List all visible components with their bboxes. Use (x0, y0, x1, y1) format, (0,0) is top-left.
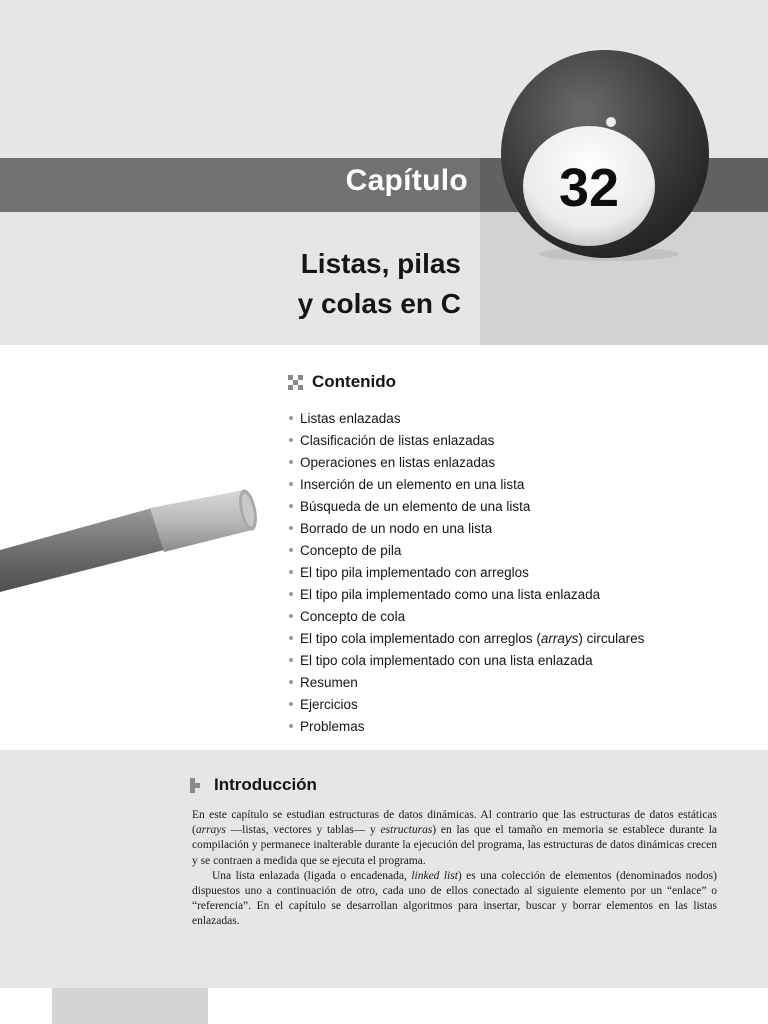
contents-item: Listas enlazadas (288, 408, 644, 430)
chapter-title-line-2: y colas en C (297, 288, 461, 319)
contents-item: El tipo cola implementado con una lista enlazada (288, 650, 644, 672)
contents-item (288, 628, 644, 650)
intro-italic-term: estructuras (380, 824, 433, 837)
intro-text-run: En este capítulo se estudian estructuras de datos dinámicas. Al contrario que las estructuras de datos estáticas ( (192, 809, 717, 837)
contents-item: Inserción de un elemento en una lista (288, 474, 644, 496)
section-marker-icon (190, 778, 205, 793)
contents-item: Concepto de cola (288, 606, 644, 628)
intro-text-run: ) es una colección de elementos (denominados nodos) dispuestos uno a continuación de otro, cada uno de ellos conectado al siguiente elemento por un “enlace” o “referencia”. En el capítulo se desarrollan algoritmos para insertar, buscar y borrar elementos en las listas enlazadas. (192, 869, 717, 928)
contents-item: El tipo pila implementado como una lista enlazada (288, 584, 644, 606)
intro-paragraph-1 (192, 808, 717, 869)
footer-tab (52, 988, 208, 1024)
intro-heading-text: Introducción (214, 775, 317, 794)
contents-item-italic: arrays (540, 631, 579, 646)
contents-item: Borrado de un nodo en una lista (288, 518, 644, 540)
contents-item: Operaciones en listas enlazadas (288, 452, 644, 474)
contents-item: Problemas (288, 716, 644, 738)
chapter-title-line-1: Listas, pilas (300, 248, 461, 279)
contents-heading (288, 372, 396, 392)
contents-item: El tipo pila implementado con arreglos (288, 562, 644, 584)
chapter-number: 32 (558, 158, 620, 218)
chapter-title (298, 244, 461, 324)
contents-item: Ejercicios (288, 694, 644, 716)
intro-body (192, 808, 717, 930)
contents-item: Resumen (288, 672, 644, 694)
intro-heading (190, 775, 317, 795)
intro-paragraph-2 (192, 869, 717, 930)
contents-item-text: El tipo cola implementado con arreglos ( (300, 631, 541, 646)
intro-italic-term: linked list (411, 869, 458, 882)
section-marker-icon (288, 375, 303, 390)
contents-item: Búsqueda de un elemento de una lista (288, 496, 644, 518)
contents-list (288, 408, 644, 738)
intro-text-run: Una lista enlazada (ligada o encadenada, (212, 869, 412, 882)
contents-item: Concepto de pila (288, 540, 644, 562)
cue-stick-illustration (0, 480, 270, 600)
chapter-label: Capítulo (345, 164, 468, 197)
intro-italic-term: arrays (195, 824, 226, 837)
contents-item: Clasificación de listas enlazadas (288, 430, 644, 452)
intro-text-run: —listas, vectores y tablas— y (225, 824, 381, 837)
intro-text-run: ) en las que el tamaño en memoria se establece durante la compilación y permanece inalterable durante la ejecución del programa, las estructuras de datos dinámicas crecen y se contraen a medida que se ejecuta el programa. (192, 824, 718, 867)
contents-item-tail: ) circulares (578, 631, 645, 646)
billiard-ball-illustration (497, 48, 715, 266)
contents-heading-text: Contenido (312, 372, 397, 391)
